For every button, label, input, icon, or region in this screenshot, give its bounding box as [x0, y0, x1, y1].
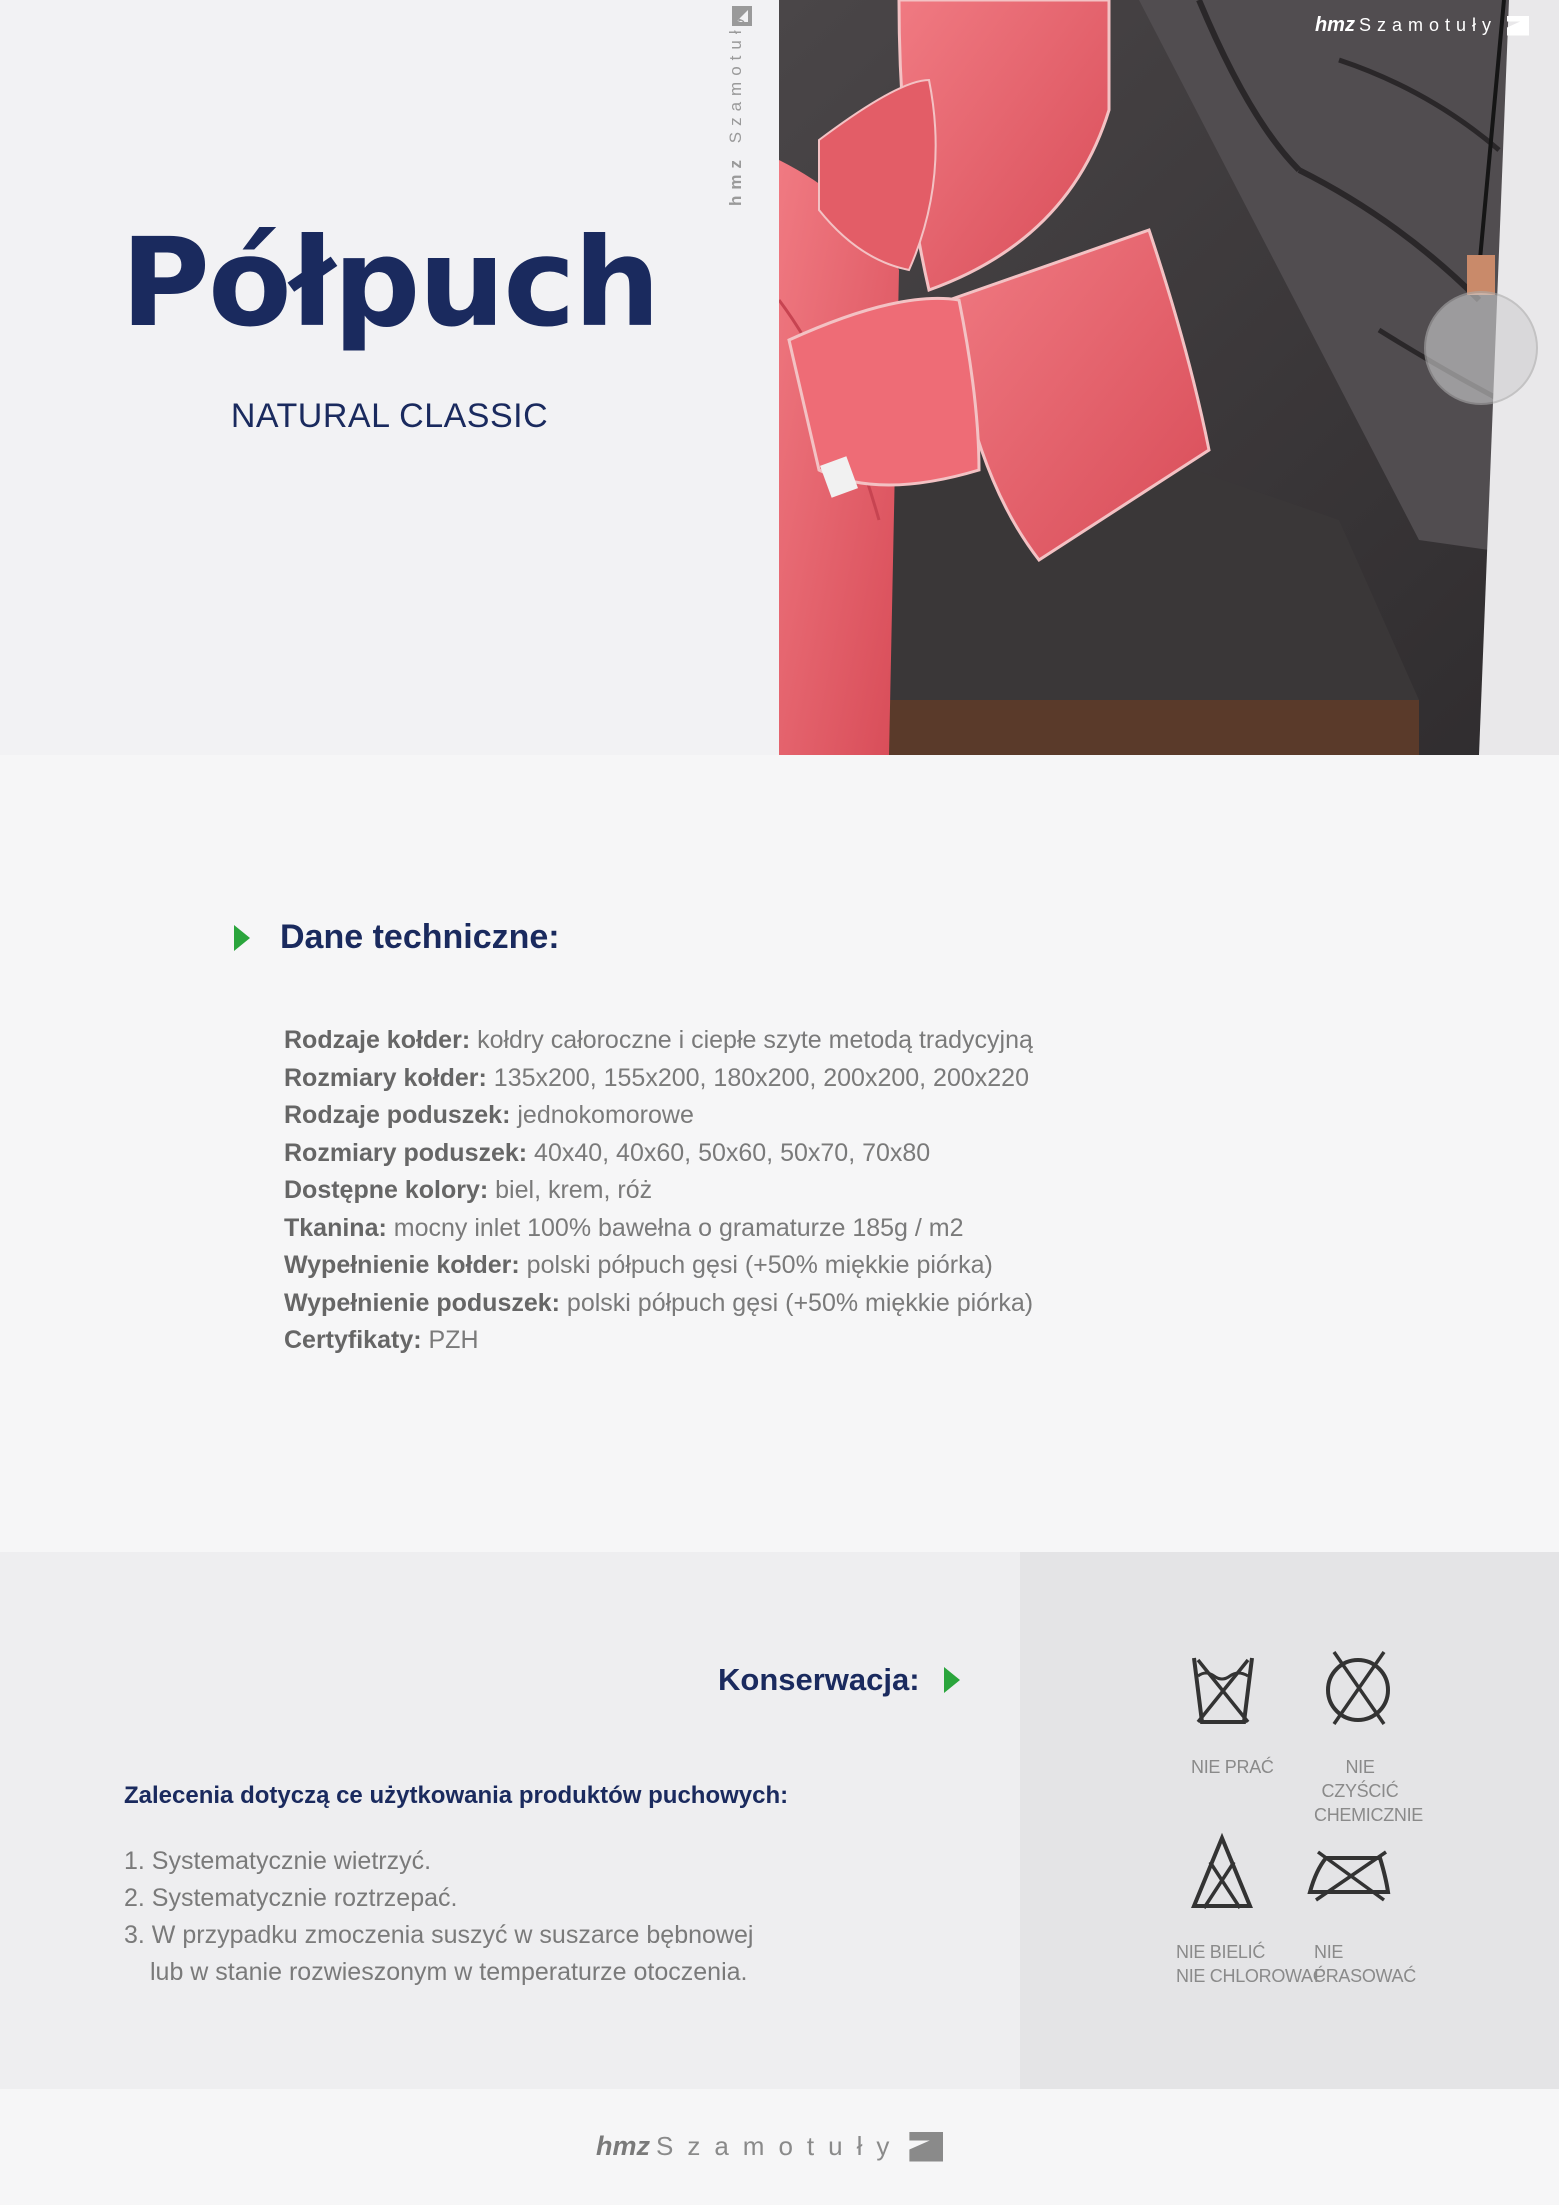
- pillows-on-sofa-photo: [779, 0, 1559, 755]
- photo-brand-mark: hmz: [1314, 14, 1355, 36]
- no-bleach-icon: [1190, 1832, 1254, 1912]
- footer-brand-name: Szamotuły: [656, 2131, 904, 2161]
- spec-item: [284, 1097, 1033, 1135]
- spec-value: 135x200, 155x200, 180x200, 200x200, 200x220: [486, 1063, 1029, 1092]
- technical-heading: Dane techniczne:: [280, 918, 560, 956]
- spec-label: Rodzaje kołder:: [284, 1026, 471, 1054]
- product-photo: [779, 0, 1559, 755]
- care-label: [1314, 1940, 1416, 1988]
- technical-heading-row: [234, 918, 560, 957]
- spec-value: polski półpuch gęsi (+50% miękkie piórka): [519, 1251, 993, 1279]
- footer-brand-mark: hmz: [596, 2131, 650, 2161]
- spec-label: Rozmiary kołder:: [284, 1063, 487, 1092]
- no-wash-icon: [1190, 1652, 1256, 1728]
- vertical-brand-mark: hmz: [726, 154, 745, 206]
- recommendation-item: 1. Systematycznie wietrzyć.: [124, 1847, 432, 1875]
- spec-label: Dostępne kolory:: [284, 1176, 489, 1204]
- photo-brand-name: Szamotuły: [1358, 15, 1497, 35]
- care-label-line: PRASOWAĆ: [1314, 1966, 1416, 1986]
- spec-value: kołdry całoroczne i ciepłe szyte metodą tradycyjną: [470, 1026, 1033, 1054]
- spec-item: [284, 1210, 1033, 1248]
- vertical-brand-name: Szamotuły: [726, 9, 745, 144]
- hero-panel: [0, 0, 779, 755]
- care-label-line: NIE BIELIĆ: [1176, 1942, 1266, 1962]
- brand-square-icon: [1507, 16, 1529, 36]
- green-arrow-icon: [944, 1667, 960, 1693]
- recommendation-text: 3. W przypadku zmoczenia suszyć w suszarce bębnowej: [124, 1921, 754, 1949]
- spec-label: Wypełnienie poduszek:: [284, 1288, 560, 1317]
- care-heading: Konserwacja:: [718, 1662, 920, 1697]
- recommendation-item: 2. Systematycznie roztrzepać.: [124, 1884, 458, 1912]
- spec-value: 40x40, 40x60, 50x60, 50x70, 70x80: [527, 1138, 931, 1167]
- spec-item: [284, 1322, 1033, 1360]
- care-label: [1314, 1755, 1423, 1827]
- care-label: [1176, 1940, 1325, 1988]
- spec-value: polski półpuch gęsi (+50% miękkie piórka): [559, 1288, 1034, 1317]
- spec-value: mocny inlet 100% bawełna o gramaturze 185g / m2: [386, 1213, 964, 1242]
- spec-label: Certyfikaty:: [284, 1326, 422, 1354]
- product-line: NATURAL CLASSIC: [230, 397, 549, 435]
- footer-brand-logo: [596, 2131, 943, 2162]
- care-label-line: NIE PRAĆ: [1191, 1757, 1274, 1777]
- care-label-line: NIE CZYŚCIĆ: [1321, 1757, 1399, 1801]
- photo-brand-logo: [1315, 14, 1529, 37]
- care-heading-row: [718, 1662, 960, 1698]
- spec-value: biel, krem, róż: [488, 1176, 653, 1204]
- no-iron-icon: [1306, 1848, 1392, 1904]
- vertical-brand-text: [726, 10, 746, 206]
- care-symbols-panel: [1020, 1552, 1559, 2089]
- no-dry-clean-icon: [1322, 1648, 1394, 1728]
- spec-label: Tkanina:: [284, 1213, 387, 1242]
- product-title: Półpuch: [120, 212, 659, 354]
- care-label-line: CHEMICZNIE: [1314, 1805, 1423, 1825]
- vertical-brand-logo: [720, 6, 764, 228]
- care-panel: [0, 1552, 1020, 2089]
- spec-item: [284, 1285, 1033, 1323]
- spec-item: [284, 1135, 1033, 1173]
- recommendations-list: [124, 1843, 753, 1991]
- spec-value: PZH: [421, 1326, 479, 1354]
- care-label: [1191, 1755, 1274, 1779]
- spec-label: Rodzaje poduszek:: [284, 1101, 511, 1129]
- spec-value: jednokomorowe: [510, 1101, 694, 1129]
- spec-item: [284, 1172, 1033, 1210]
- spec-item: [284, 1247, 1033, 1285]
- care-label-line: NIE: [1314, 1942, 1344, 1962]
- technical-specs: [284, 1022, 1033, 1360]
- recommendations-title: Zalecenia dotyczą ce użytkowania produktów puchowych:: [124, 1782, 789, 1809]
- brand-square-icon: [909, 2132, 943, 2162]
- spec-label: Wypełnienie kołder:: [284, 1251, 520, 1279]
- spec-label: Rozmiary poduszek:: [284, 1138, 528, 1167]
- spec-item: [284, 1060, 1033, 1098]
- recommendation-continuation: lub w stanie rozwieszonym w temperaturze otoczenia.: [150, 1958, 748, 1986]
- recommendation-item: [124, 1917, 753, 1991]
- green-arrow-icon: [234, 925, 250, 951]
- spec-item: [284, 1022, 1033, 1060]
- care-label-line: NIE CHLOROWAĆ: [1176, 1966, 1326, 1986]
